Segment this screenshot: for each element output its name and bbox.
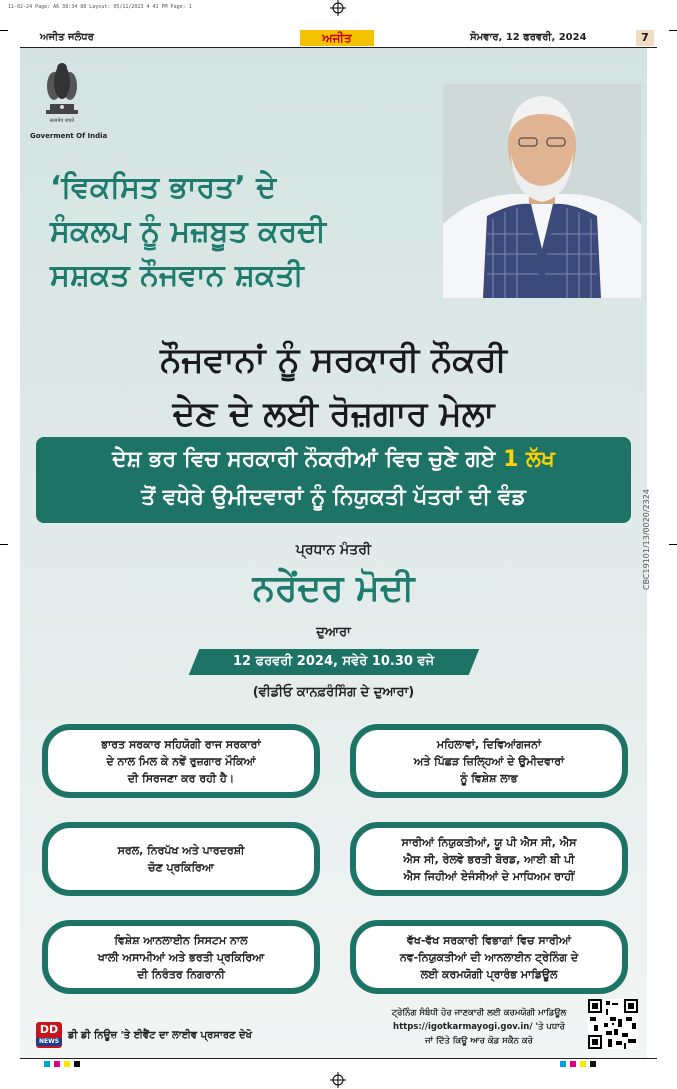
feature-card [350, 920, 628, 994]
crop-mark [669, 30, 677, 31]
dd-news-logo [36, 1022, 62, 1048]
headline-line: ਸਸ਼ਕਤ ਨੌਜਵਾਨ ਸ਼ਕਤੀ [50, 258, 304, 293]
feature-card-text: ਵਿਸ਼ੇਸ਼ ਆਨਲਾਈਨ ਸਿਸਟਮ ਨਾਲ ਖਾਲੀ ਅਸਾਮੀਆਂ ਅਤੇ ਭਰਤੀ ਪ੍ਰਕਿਰਿਆ ਦੀ ਨਿਰੰਤਰ ਨਿਗਰਾਨੀ [97, 933, 265, 981]
pm-label: ਪ੍ਰਧਾਨ ਮੰਤਰੀ [295, 542, 372, 558]
banner-line-2: ਤੋਂ ਵਧੇਰੇ ਉਮੀਦਵਾਰਾਂ ਨੂੰ ਨਿਯੁਕਤੀ ਪੱਤਰਾਂ ਦੀ ਵੰਡ [141, 485, 526, 510]
by-label: ਦੁਆਰਾ [316, 625, 351, 640]
feature-card-text: ਵੱਖ-ਵੱਖ ਸਰਕਾਰੀ ਵਿਭਾਗਾਂ ਵਿਚ ਸਾਰੀਆਂ ਨਵ-ਨਿਯੁਕਤੀਆਂ ਦੀ ਆਨਲਾਈਨ ਟ੍ਰੇਨਿੰਗ ਦੇ ਲਈ ਕਰਮਯੋਗੀ ਪ੍ਰਾਰੰਭ ਮਾਡਿਊਲ [399, 933, 579, 981]
masthead: ਅਜੀਤ [300, 30, 374, 46]
event-mode: (ਵੀਡੀਓ ਕਾਨਫ਼ਰੰਸਿੰਗ ਦੇ ਦੁਆਰਾ) [252, 685, 415, 700]
feature-card [350, 724, 628, 798]
feature-card [42, 920, 320, 994]
color-swatch [590, 1061, 596, 1067]
color-swatch [54, 1061, 60, 1067]
headline-line: ਸੰਕਲਪ ਨੂੰ ਮਜ਼ਬੂਤ ਕਰਦੀ [50, 214, 327, 249]
color-swatch [64, 1061, 70, 1067]
advertisement [20, 48, 647, 1058]
registration-mark-icon [330, 0, 346, 16]
newspaper-left-label: ਅਜੀਤ ਜਲੰਧਰ [40, 32, 94, 43]
svg-text:सत्यमेव जयते: सत्यमेव जयते [49, 118, 75, 124]
headline-line: ‘ਵਿਕਸਿਤ ਭਾਰਤ’ ਦੇ [50, 170, 277, 205]
emblem-caption: Goverment Of India [30, 132, 108, 140]
print-slug: 11-02-24 Page: A6 38:34 88 Layout: 05/11/2023 4 41 PM Page: 1 [8, 4, 192, 10]
banner-line-1 [36, 441, 631, 479]
date-time: 12 ਫਰਵਰੀ 2024, ਸਵੇਰੇ 10.30 ਵਜੇ [233, 654, 435, 669]
feature-card [42, 724, 320, 798]
feature-card [42, 822, 320, 896]
feature-card-text: ਸਾਰੀਆਂ ਨਿਯੁਕਤੀਆਂ, ਯੂ ਪੀ ਐਸ ਸੀ, ਐਸ ਐਸ ਸੀ, ਰੇਲਵੇ ਭਰਤੀ ਬੋਰਡ, ਆਈ ਬੀ ਪੀ ਐਸ ਜਿਹੀਆਂ ਏਜੰਸੀਆਂ ਦੇ ਮਾਧਿਅਮ ਰਾਹੀਂ [401, 835, 577, 883]
crop-mark [0, 544, 8, 545]
color-swatch [74, 1061, 80, 1067]
date-time-bar [189, 649, 480, 675]
newspaper-date: ਸੋਮਵਾਰ, 12 ਫਰਵਰੀ, 2024 [470, 32, 587, 43]
dd-broadcast-text: ਡੀ ਡੀ ਨਿਊਜ਼ 'ਤੇ ਈਵੈਂਟ ਦਾ ਲਾਈਵ ਪ੍ਰਸਾਰਣ ਦੇਖੋ [68, 1030, 252, 1041]
title-line: ਦੇਣ ਦੇ ਲਈ ਰੋਜ਼ਗਾਰ ਮੇਲਾ [172, 394, 495, 434]
banner-text: ਦੇਸ਼ ਭਰ ਵਿਚ ਸਰਕਾਰੀ ਨੌਕਰੀਆਂ ਵਿਚ ਚੁਣੇ ਗਏ [112, 447, 504, 472]
feature-card-text: ਭਾਰਤ ਸਰਕਾਰ ਸਹਿਯੋਗੀ ਰਾਜ ਸਰਕਾਰਾਂ ਦੇ ਨਾਲ ਮਿਲ ਕੇ ਨਵੇਂ ਰੁਜ਼ਗਾਰ ਮੌਕਿਆਂ ਦੀ ਸਿਰਜਣਾ ਕਰ ਰਹੀ ਹੈ। [101, 737, 261, 785]
registration-mark-icon [330, 1072, 346, 1088]
national-emblem-icon [42, 56, 82, 126]
dd-logo-sub: NEWS [36, 1038, 62, 1046]
qr-code-icon [588, 999, 638, 1049]
footer-rule [20, 1058, 657, 1059]
page-number: 7 [636, 30, 654, 46]
pm-name: ਨਰੇਂਦਰ ਮੋਦੀ [252, 568, 415, 609]
ad-headline [50, 166, 450, 298]
highlight-banner [36, 437, 631, 523]
title-line: ਨੌਜਵਾਨਾਂ ਨੂੰ ਸਰਕਾਰੀ ਨੌਕਰੀ [160, 340, 507, 380]
feature-card-text: ਸਰਲ, ਨਿਰਪੱਖ ਅਤੇ ਪਾਰਦਰਸ਼ੀ ਚੋਣ ਪ੍ਰਕਿਰਿਆ [117, 844, 245, 874]
ad-title [40, 333, 627, 441]
banner-highlight: 1 ਲੱਖ [503, 447, 555, 472]
feature-card-text: ਮਹਿਲਾਵਾਂ, ਦਿਵਿਆਂਗਜਨਾਂ ਅਤੇ ਪਿੱਛੜ ਜ਼ਿਲ੍ਹਿਆਂ ਦੇ ਉਮੀਦਵਾਰਾਂ ਨੂੰ ਵਿਸ਼ੇਸ਼ ਲਾਭ [413, 737, 565, 785]
dd-logo-text: DD [39, 1023, 59, 1036]
crop-mark [669, 544, 677, 545]
portrait-image [443, 84, 641, 298]
feature-card [350, 822, 628, 896]
color-swatch [580, 1061, 586, 1067]
training-info: ਟ੍ਰੇਨਿੰਗ ਸੰਬੰਧੀ ਹੋਰ ਜਾਣਕਾਰੀ ਲਈ ਕਰਮਯੋਗੀ ਮਾਡਿਊਲ https://igotkarmayogi.gov.in/ 'ਤੇ ਪਧਾਰੋ ਜਾਂ ਦਿੱਤੇ ਕਿਊ ਆਰ ਕੋਡ ਸਕੈਨ ਕਰੋ [391, 1008, 567, 1046]
crop-mark [0, 30, 8, 31]
color-swatch [44, 1061, 50, 1067]
color-swatch [560, 1061, 566, 1067]
ad-code: CBC19101/13/0020/2324 [642, 489, 651, 590]
color-swatch [570, 1061, 576, 1067]
